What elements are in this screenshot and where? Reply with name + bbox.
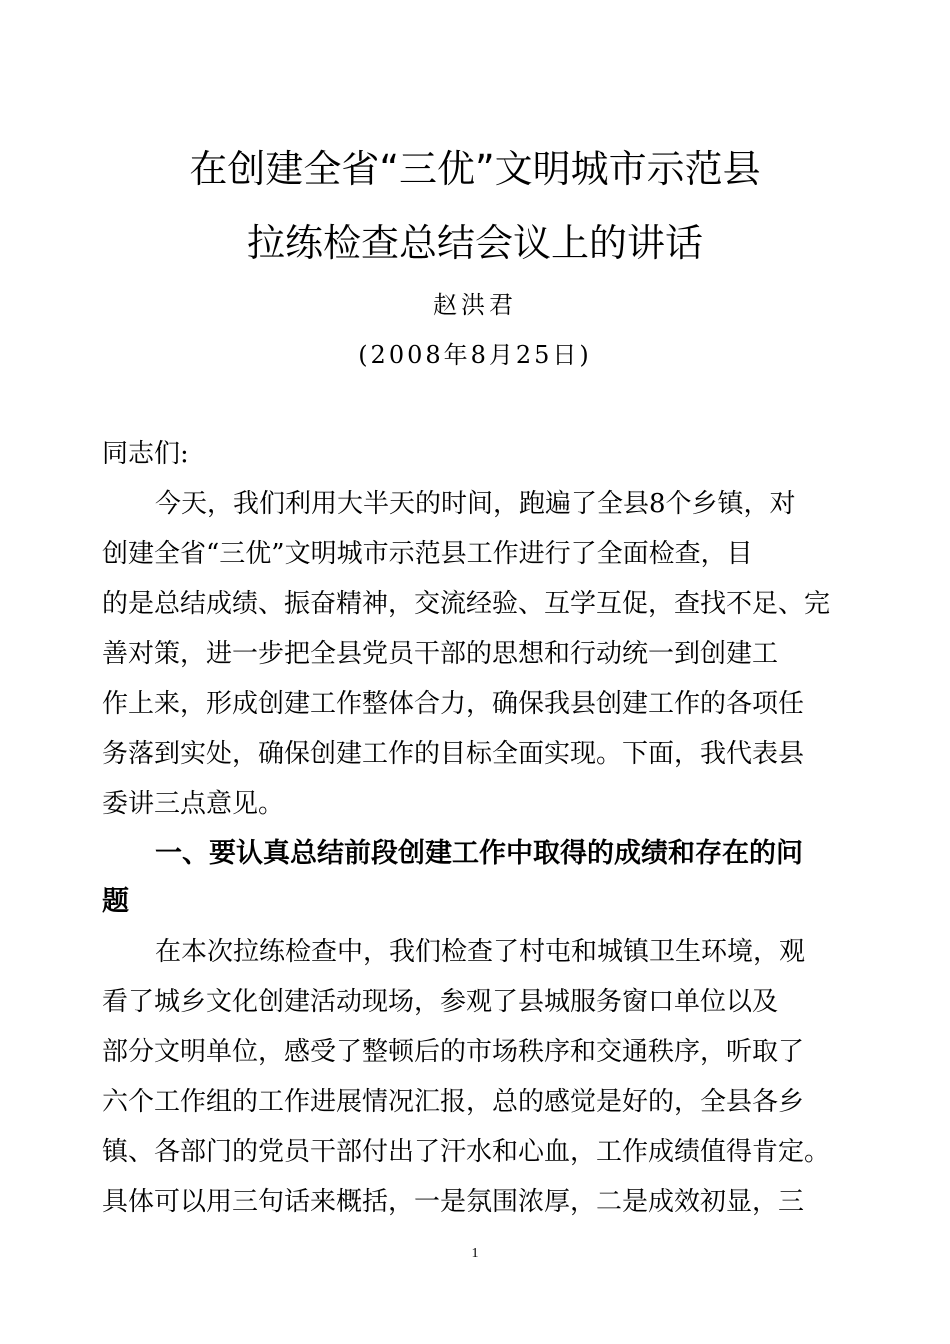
paragraph-2-line-3: 部分文明单位，感受了整顿后的市场秩序和交通秩序，听取了: [102, 1037, 805, 1067]
paragraph-2-line-4: 六个工作组的工作进展情况汇报，总的感觉是好的，全县各乡: [102, 1087, 805, 1117]
paragraph-2-line-5: 镇、各部门的党员干部付出了汗水和心血，工作成绩值得肯定。: [102, 1137, 831, 1167]
section-heading-1-line-2: 题: [102, 886, 129, 917]
author-name: 赵洪君: [433, 291, 517, 319]
paragraph-1-line-5: 作上来，形成创建工作整体合力，确保我县创建工作的各项任: [102, 689, 805, 719]
page-number: 1: [471, 1246, 479, 1261]
paragraph-2-line-6: 具体可以用三句话来概括，一是氛围浓厚，二是成效初显，三: [102, 1187, 805, 1217]
speech-date: (2008年8月25日): [358, 341, 592, 369]
salutation: 同志们:: [102, 439, 189, 469]
paragraph-1-line-7: 委讲三点意见。: [102, 789, 285, 819]
paragraph-1-line-4: 善对策，进一步把全县党员干部的思想和行动统一到创建工: [102, 639, 779, 669]
paragraph-1-line-6: 务落到实处，确保创建工作的目标全面实现。下面，我代表县: [102, 739, 805, 769]
paragraph-2-line-2: 看了城乡文化创建活动现场，参观了县城服务窗口单位以及: [102, 987, 779, 1017]
section-heading-1-line-1: 一、要认真总结前段创建工作中取得的成绩和存在的问: [155, 838, 803, 869]
paragraph-1-line-2: 创建全省“三优”文明城市示范县工作进行了全面检查，目: [102, 539, 753, 569]
paragraph-1-line-3: 的是总结成绩、振奋精神，交流经验、互学互促，查找不足、完: [102, 589, 831, 619]
paragraph-1-line-1: 今天，我们利用大半天的时间，跑遍了全县8个乡镇，对: [155, 489, 796, 519]
document-title-line-1: 在创建全省“三优”文明城市示范县: [189, 147, 761, 191]
document-title-line-2: 拉练检查总结会议上的讲话: [246, 221, 703, 265]
paragraph-2-line-1: 在本次拉练检查中，我们检查了村屯和城镇卫生环境，观: [155, 937, 806, 967]
